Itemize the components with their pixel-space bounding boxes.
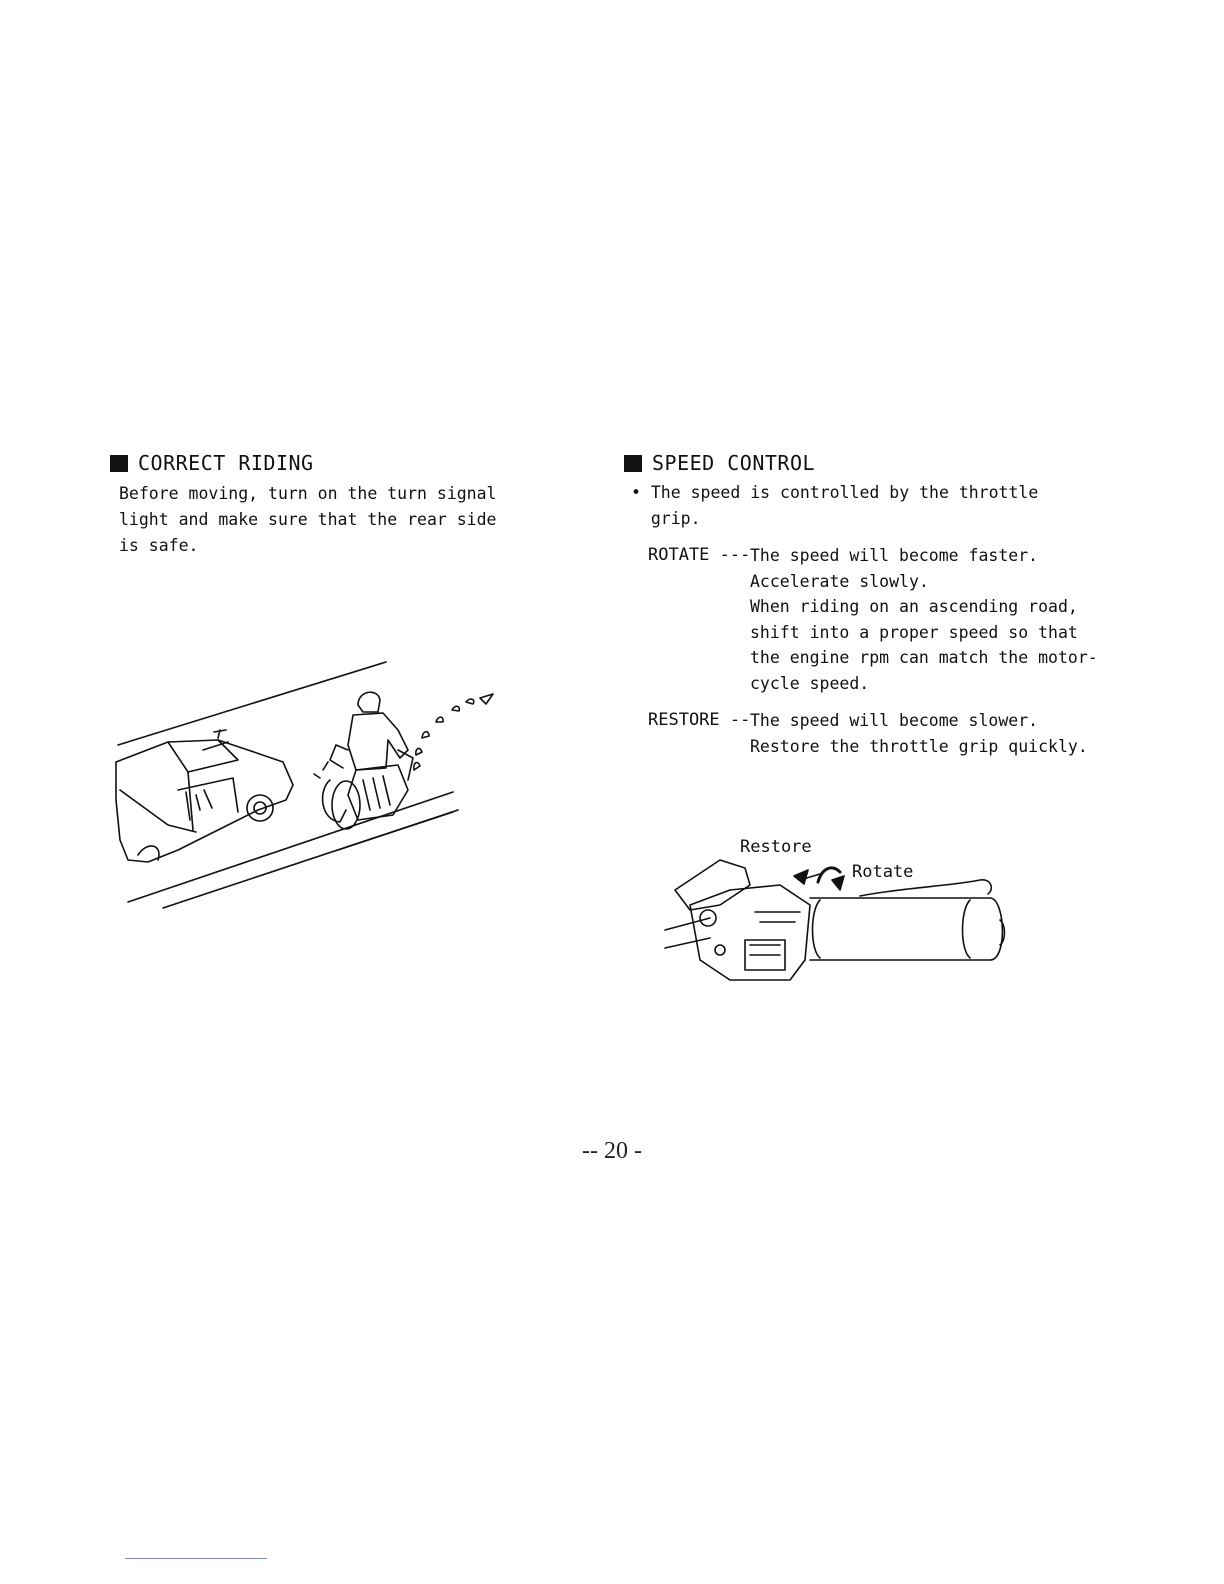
throttle-grip-illustration (660, 850, 1020, 990)
speed-control-heading (624, 451, 815, 475)
rotate-arrow-icon (832, 876, 844, 890)
footer-rule (125, 1558, 267, 1559)
restore-description: The speed will become slower. Restore the throttle grip quickly. (750, 711, 1088, 756)
correct-riding-text: Before moving, turn on the turn signal light and make sure that the rear side is safe. (119, 484, 497, 555)
page-number: -- 20 - (582, 1138, 642, 1164)
rider-helmet (358, 692, 380, 712)
square-bullet-icon (110, 455, 128, 472)
speed-control-title: SPEED CONTROL (652, 451, 816, 475)
correct-riding-heading (110, 451, 314, 475)
restore-label: RESTORE -- (648, 710, 751, 730)
speed-control-bullet: • The speed is controlled by the throttle grip. (631, 483, 1039, 528)
square-bullet-icon (624, 455, 642, 472)
correct-riding-title: CORRECT RIDING (138, 451, 314, 475)
rotate-description: The speed will become faster. Accelerate slowly. When riding on an ascending road, shift into a proper speed so that the engine rpm can match the motor- cycle speed. (750, 546, 1098, 693)
rotate-figure-label: Rotate (852, 862, 914, 882)
restore-arrow-icon (794, 870, 808, 884)
rotate-label: ROTATE --- (648, 545, 751, 565)
road-far-edge (118, 662, 386, 745)
car-motorcycle-illustration (108, 650, 508, 915)
restore-figure-label: Restore (740, 837, 812, 857)
road-near-edge (128, 792, 453, 902)
rider-body (348, 713, 408, 770)
